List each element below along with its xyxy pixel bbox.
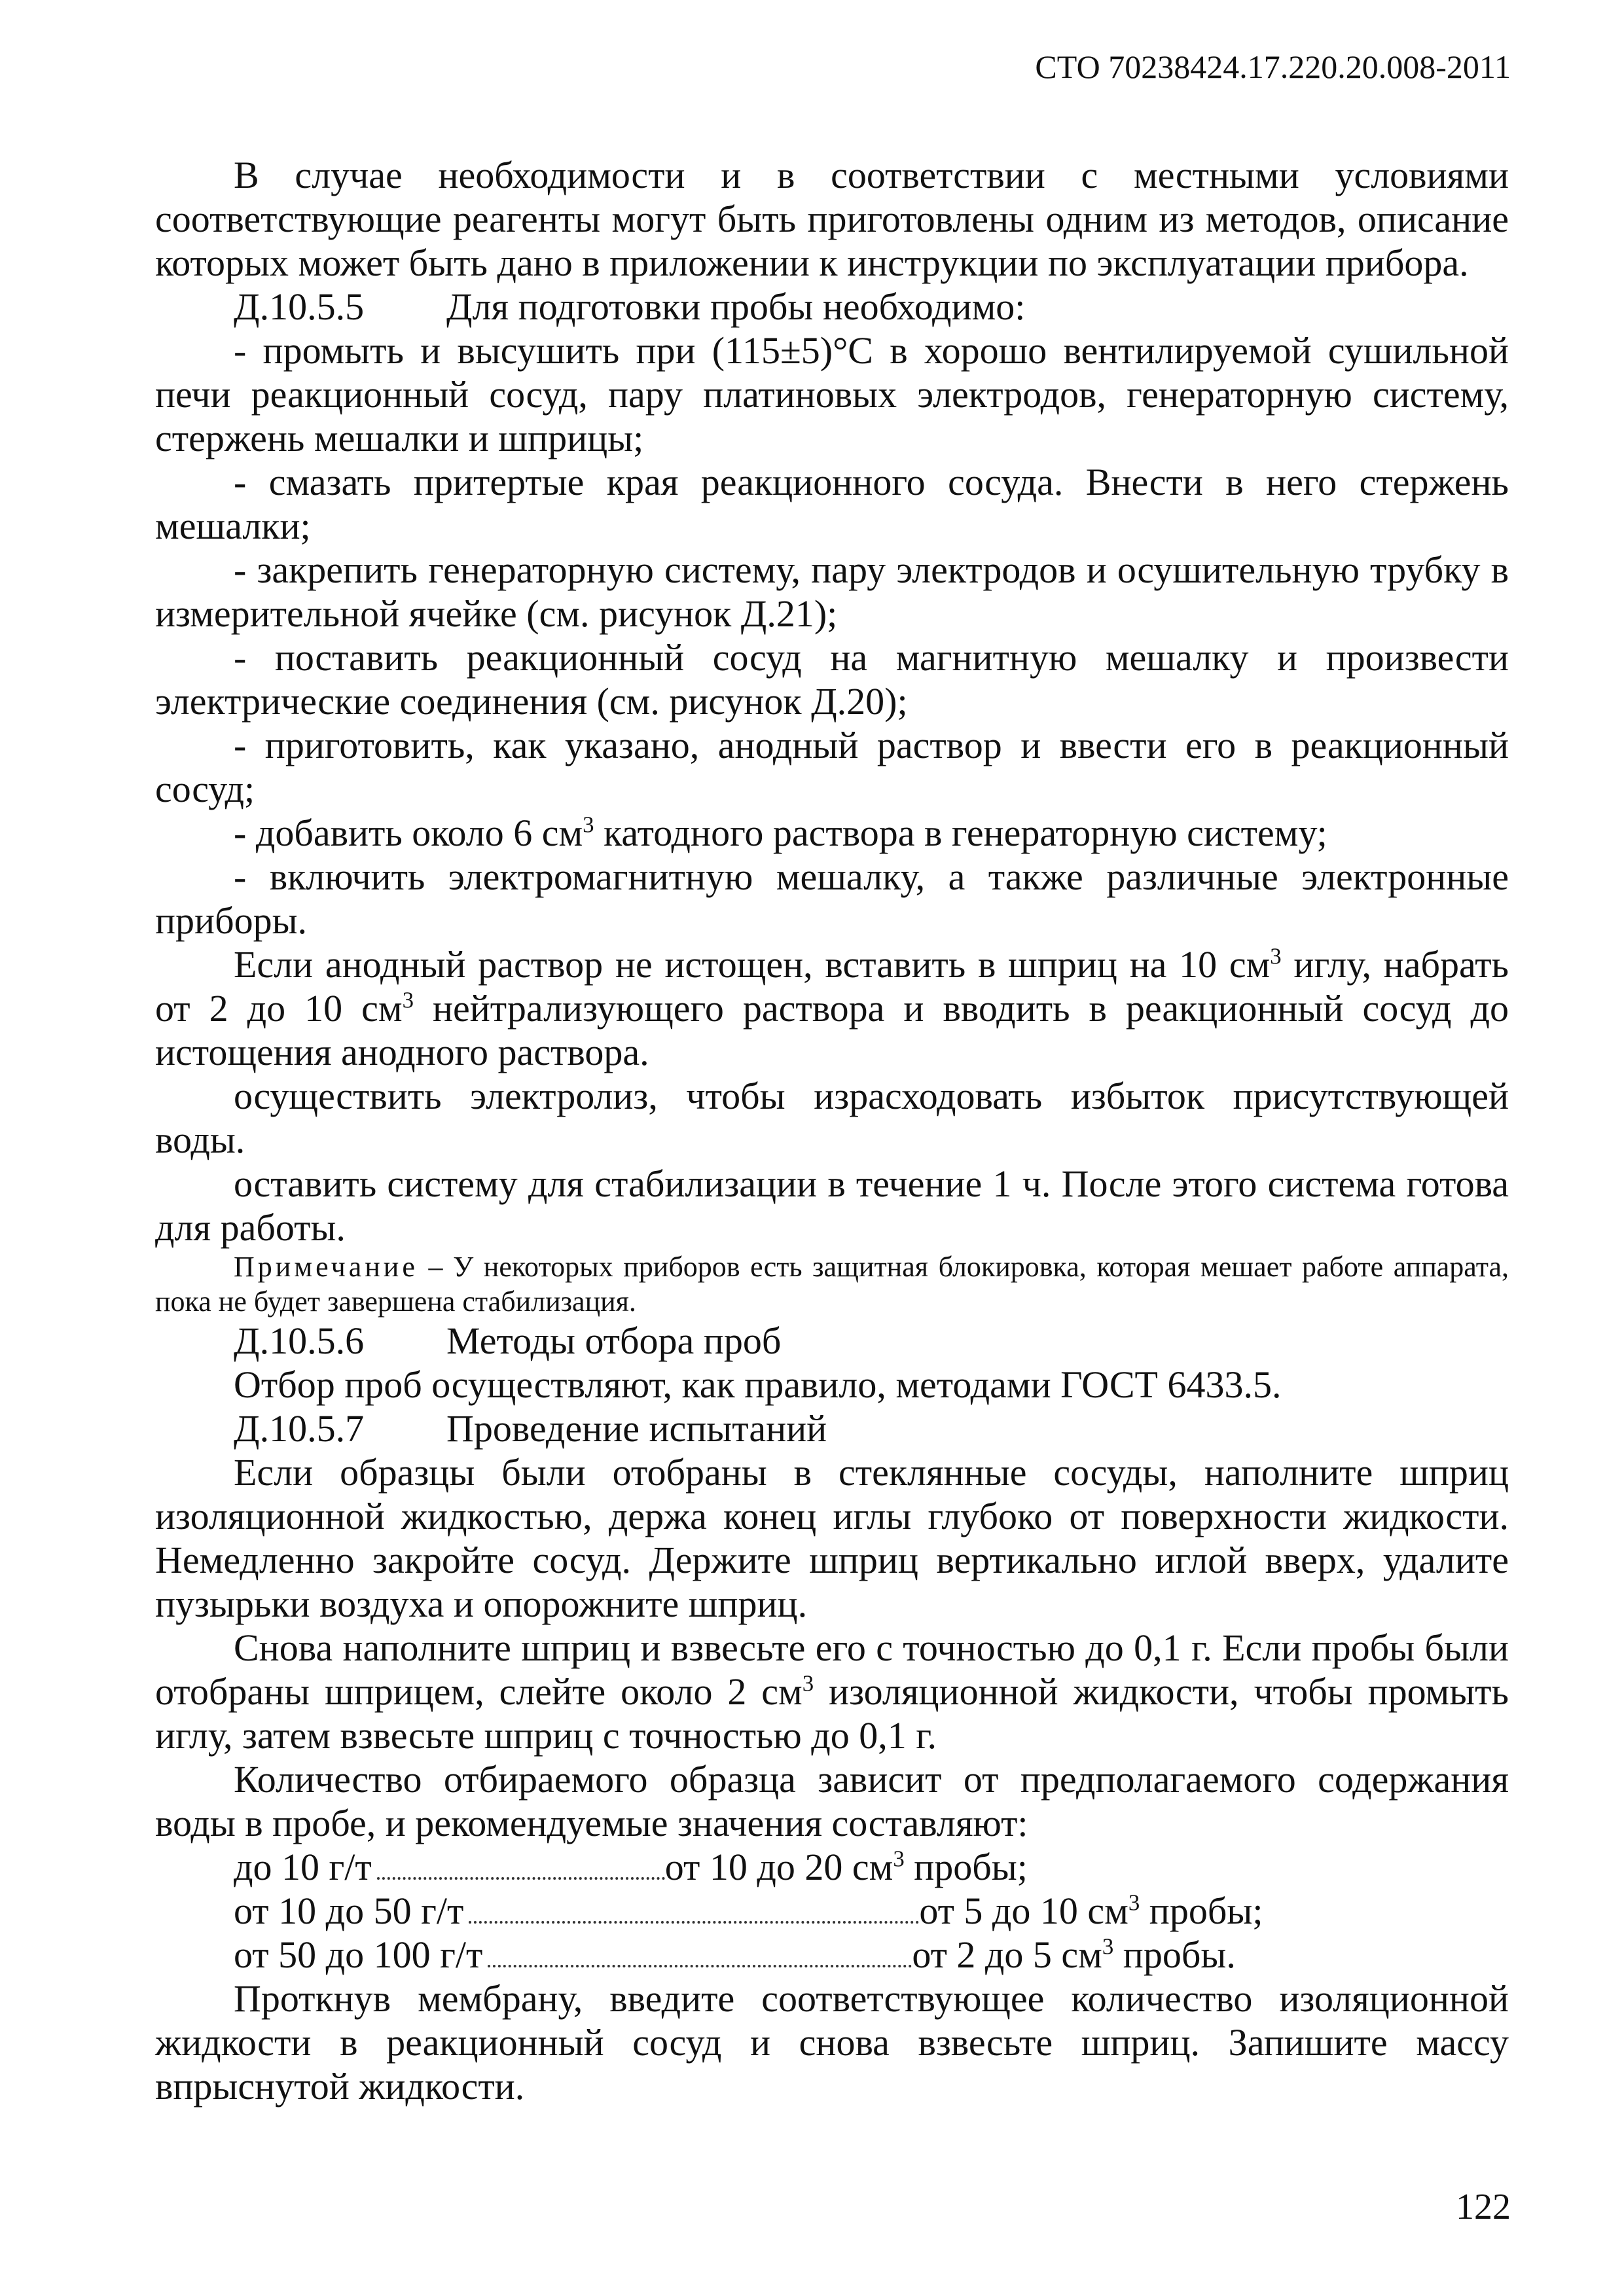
sample-volume: от 5 до 10 $см^3$ пробы; xyxy=(919,1890,1263,1932)
section-number: Д.10.5.7 xyxy=(234,1407,365,1450)
list-item: - приготовить, как указано, анодный раствор и ввести его в реакционный сосуд; xyxy=(155,724,1509,810)
body-paragraph xyxy=(155,942,1509,1074)
section-title: Проведение испытаний xyxy=(446,1407,827,1450)
section-heading-d10-5-6 xyxy=(155,1319,1509,1363)
body-paragraph: оставить систему для стабилизации в течение 1 ч. После этого система готова для работы. xyxy=(155,1162,1509,1249)
paragraph-text: Если анодный раствор не истощен, вставить в шприц на 10 см xyxy=(234,943,1271,986)
dotted-leader xyxy=(377,1877,665,1880)
superscript: 3 xyxy=(402,987,414,1013)
page-number: 122 xyxy=(1456,2187,1511,2227)
list-item: - смазать притертые края реакционного сосуда. Внести в него стержень мешалки; xyxy=(155,461,1509,547)
note-label: Примечание xyxy=(234,1251,418,1283)
sample-volume: от 2 до 5 $см^3$ пробы. xyxy=(912,1933,1236,1976)
paragraph-text: Снова наполните шприц и взвесьте его с точностью до 0,1 г. Если пробы были отобраны шприцем, слейте около 2 см xyxy=(155,1626,1509,1713)
body-paragraph: Количество отбираемого образца зависит от предполагаемого содержания воды в пробе, и рекомендуемые значения составляют: xyxy=(155,1758,1509,1844)
table-row xyxy=(155,1889,1509,1933)
list-item xyxy=(155,811,1509,855)
superscript: 3 xyxy=(1270,943,1282,969)
body-paragraph xyxy=(155,1626,1509,1757)
paragraph-text: нейтрализующего раствора и вводить в реакционный сосуд до истощения анодного раствора. xyxy=(155,987,1509,1073)
note-text: – У некоторых приборов есть защитная блокировка, которая мешает работе аппарата, пока не будет завершена стабилизация. xyxy=(155,1251,1509,1318)
note-paragraph xyxy=(155,1249,1509,1319)
list-item: - закрепить генераторную систему, пару электродов и осушительную трубку в измерительной ячейке (см. рисунок Д.21); xyxy=(155,548,1509,635)
body-paragraph: осуществить электролиз, чтобы израсходовать избыток присутствующей воды. xyxy=(155,1075,1509,1161)
section-number: Д.10.5.5 xyxy=(234,285,365,328)
document-body xyxy=(155,153,1509,2108)
list-item: - поставить реакционный сосуд на магнитную мешалку и произвести электрические соединения (см. рисунок Д.20); xyxy=(155,636,1509,723)
section-title: Для подготовки пробы необходимо: xyxy=(446,285,1026,328)
section-title: Методы отбора проб xyxy=(446,1319,782,1362)
water-content-range: от 10 до 50 г/т xyxy=(234,1890,464,1932)
water-content-range: до 10 г/т xyxy=(234,1846,372,1888)
dotted-leader xyxy=(469,1921,919,1924)
section-heading-d10-5-7 xyxy=(155,1407,1509,1450)
sample-volume-table xyxy=(155,1845,1509,1977)
document-code-header: СТО 70238424.17.220.20.008-2011 xyxy=(1035,48,1511,85)
table-row xyxy=(155,1845,1509,1889)
list-item-text: - добавить около 6 см xyxy=(234,812,583,854)
section-heading-d10-5-5 xyxy=(155,285,1509,329)
dotted-leader xyxy=(488,1965,912,1967)
body-paragraph: Если образцы были отобраны в стеклянные сосуды, наполните шприц изоляционной жидкостью, держа конец иглы глубоко от поверхности жидкости. Немедленно закройте сосуд. Держите шприц вертикально иглой вверх, удалите пузырьки воздуха и опорожните шприц. xyxy=(155,1451,1509,1625)
body-paragraph: Проткнув мембрану, введите соответствующее количество изоляционной жидкости в реакционный сосуд и снова взвесьте шприц. Запишите массу впрыснутой жидкости. xyxy=(155,1977,1509,2108)
superscript: 3 xyxy=(802,1670,814,1696)
list-item-text: катодного раствора в генераторную систему; xyxy=(594,812,1327,854)
table-row xyxy=(155,1933,1509,1977)
intro-paragraph: В случае необходимости и в соответствии с местными условиями соответствующие реагенты могут быть приготовлены одним из методов, описание которых может быть дано в приложении к инструкции по эксплуатации прибора. xyxy=(155,154,1509,284)
superscript: 3 xyxy=(583,812,594,838)
sample-volume: от 10 до 20 $см^3$ пробы; xyxy=(664,1846,1028,1888)
list-item: - включить электромагнитную мешалку, а также различные электронные приборы. xyxy=(155,855,1509,942)
section-number: Д.10.5.6 xyxy=(234,1319,365,1362)
list-item: - промыть и высушить при (115±5)°С в хорошо вентилируемой сушильной печи реакционный сосуд, пару платиновых электродов, генераторную систему, стержень мешалки и шприцы; xyxy=(155,329,1509,459)
water-content-range: от 50 до 100 г/т xyxy=(234,1933,483,1976)
paragraph-text: иглу, набрать от 2 до 10 см xyxy=(155,943,1509,1030)
body-paragraph: Отбор проб осуществляют, как правило, методами ГОСТ 6433.5. xyxy=(234,1363,1282,1406)
paragraph-text: изоляционной жидкости, чтобы промыть иглу, затем взвесьте шприц с точностью до 0,1 г. xyxy=(155,1670,1509,1757)
